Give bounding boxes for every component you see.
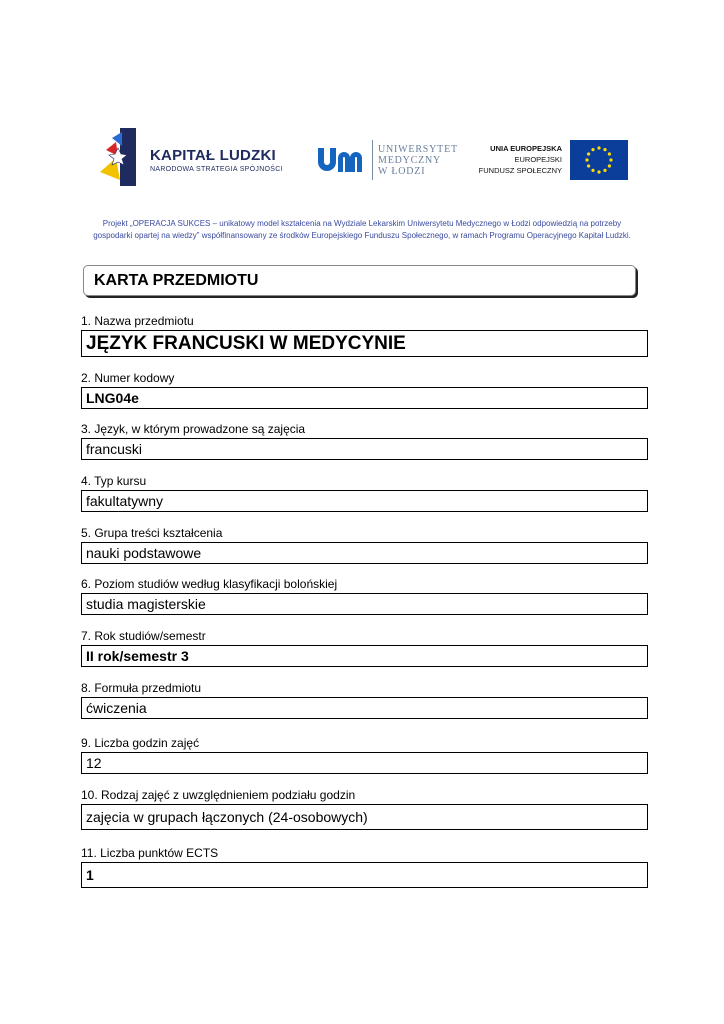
- field-label: 7. Rok studiów/semestr: [81, 629, 206, 643]
- eu-line-3: FUNDUSZ SPOŁECZNY: [478, 166, 562, 175]
- kapital-ludzki-emblem-icon: [98, 128, 148, 190]
- field-value: 1: [81, 862, 648, 888]
- field-value: zajęcia w grupach łączonych (24-osobowych): [81, 804, 648, 830]
- kapital-ludzki-logo: [98, 128, 288, 190]
- logo-bar: [98, 128, 628, 192]
- field-value: francuski: [81, 438, 648, 460]
- eu-line-2: EUROPEJSKI: [514, 155, 562, 164]
- field-value: 12: [81, 752, 648, 774]
- page-title: KARTA PRZEDMIOTU: [94, 272, 259, 289]
- field-hours-count: [81, 736, 648, 774]
- field-code-number: [81, 371, 648, 409]
- field-label: 11. Liczba punktów ECTS: [81, 846, 219, 860]
- umed-line-1: UNIWERSYTET: [378, 144, 458, 155]
- field-value: nauki podstawowe: [81, 542, 648, 564]
- field-label: 2. Numer kodowy: [81, 371, 175, 385]
- umed-mark-icon: [316, 144, 368, 174]
- field-label: 10. Rodzaj zajęć z uwzględnieniem podziału godzin: [81, 788, 356, 802]
- field-value: fakultatywny: [81, 490, 648, 512]
- field-class-type: [81, 788, 648, 830]
- field-value: ćwiczenia: [81, 697, 648, 719]
- umed-divider: [372, 140, 373, 180]
- field-course-type: [81, 474, 648, 512]
- field-label: 4. Typ kursu: [81, 474, 147, 488]
- field-label: 5. Grupa treści kształcenia: [81, 526, 223, 540]
- field-label: 3. Język, w którym prowadzone są zajęcia: [81, 422, 306, 436]
- kapital-ludzki-subtitle: NARODOWA STRATEGIA SPÓJNOŚCI: [150, 166, 283, 173]
- field-value: studia magisterskie: [81, 593, 648, 615]
- eu-flag-icon: [570, 140, 628, 180]
- field-study-level: [81, 577, 648, 615]
- kapital-ludzki-title: KAPITAŁ LUDZKI: [150, 147, 276, 164]
- field-language: [81, 422, 648, 460]
- eu-line-1: UNIA EUROPEJSKA: [490, 144, 562, 153]
- field-content-group: [81, 526, 648, 564]
- karta-header-box: [83, 265, 636, 296]
- field-label: 6. Poziom studiów według klasyfikacji bolońskiej: [81, 577, 338, 591]
- umed-line-2: MEDYCZNY: [378, 155, 442, 166]
- field-label: 8. Formuła przedmiotu: [81, 681, 202, 695]
- umed-logo: [316, 138, 466, 183]
- field-year-semester: [81, 629, 648, 667]
- field-label: 9. Liczba godzin zajęć: [81, 736, 200, 750]
- eu-logo: [478, 136, 628, 180]
- field-value: II rok/semestr 3: [81, 645, 648, 667]
- field-label: 1. Nazwa przedmiotu: [81, 314, 194, 328]
- field-subject-name: [81, 314, 648, 357]
- field-value: LNG04e: [81, 387, 648, 409]
- project-note: Projekt „OPERACJA SUKCES – unikatowy model kształcenia na Wydziale Lekarskim Uniwersytetu Medycznego w Łodzi odpowiedzią na potrzeby gospodarki opartej na wiedzy” współfinansowany ze środków Europejskiego Funduszu Społecznego, w ramach Programu Operacyjnego Kapitał Ludzki.: [93, 219, 631, 240]
- field-subject-formula: [81, 681, 648, 719]
- field-value: JĘZYK FRANCUSKI W MEDYCYNIE: [81, 330, 648, 357]
- field-ects-points: [81, 846, 648, 888]
- umed-line-3: W ŁODZI: [378, 166, 426, 177]
